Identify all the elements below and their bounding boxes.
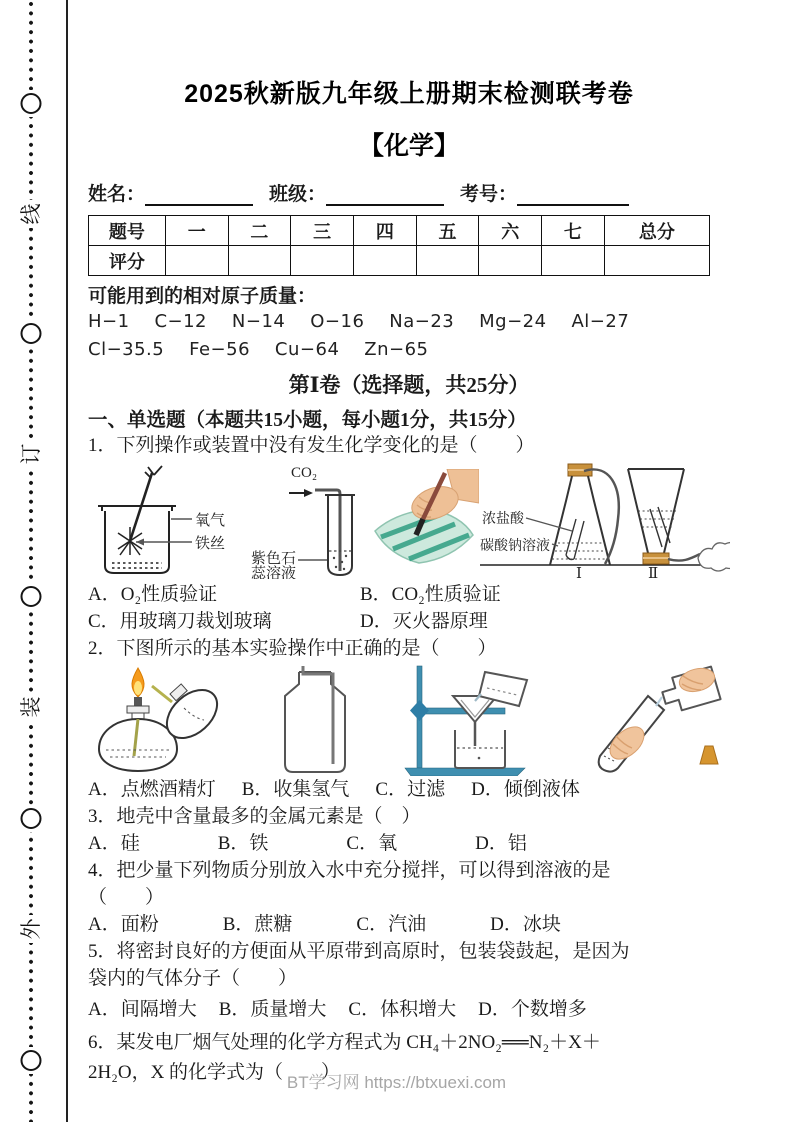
binding-char-label: 外: [19, 918, 43, 940]
score-table-header-row: [89, 216, 710, 246]
page-title: 2025秋新版九年级上册期末检测联考卷: [184, 80, 634, 108]
footer-site-link[interactable]: BT学习网 https://btxuexi.com: [286, 1073, 507, 1092]
q5-option-b: B．质量增大: [218, 999, 327, 1020]
q3-option-c: C．氧: [346, 833, 398, 854]
label-hcl: 浓盐酸: [481, 512, 524, 527]
q5-option-a: A．间隔增大: [88, 999, 197, 1020]
name-label: 姓名：: [88, 184, 146, 205]
q1-figure-extinguisher: [480, 461, 730, 579]
q2-figure-pouring: [580, 664, 730, 776]
q4-stem-line1: 4．把少量下列物质分别放入水中充分搅拌，可以得到溶液的是: [88, 860, 611, 881]
q2-figure-filtration: [403, 664, 533, 776]
score-header-cell: 六: [479, 216, 542, 246]
q4-options: [88, 911, 730, 938]
exam-no-blank-field: [517, 186, 629, 206]
q1-option-c: C．用玻璃刀裁划玻璃: [88, 611, 272, 632]
q2-figure-alcohol-lamp: [88, 664, 228, 776]
score-header-cell: 总分: [604, 216, 709, 246]
q3-option-b: B．铁: [217, 833, 269, 854]
q5-options: [88, 996, 730, 1023]
q1-figure-o2-test: [88, 463, 248, 579]
exam-no-label: 考号：: [460, 184, 518, 205]
q5-stem-line2: 袋内的气体分子（ ）: [88, 968, 298, 989]
q2-option-b: B．收集氢气: [241, 779, 350, 800]
score-empty-cell: [291, 246, 354, 276]
label-roman-2: Ⅱ: [647, 566, 659, 579]
page-border-line: [66, 0, 68, 1122]
q4-stem-line2: （ ）: [88, 887, 165, 908]
label-co2: CO₂: [290, 465, 317, 481]
score-header-cell: 一: [165, 216, 228, 246]
q1-option-b: B．CO₂性质验证: [360, 584, 501, 605]
score-header-cell: 四: [353, 216, 416, 246]
binding-dotted-line: [19, 0, 43, 1122]
name-blank-field: [145, 186, 253, 206]
q3-option-d: D．铝: [475, 833, 527, 854]
q1-options-row2: [88, 608, 730, 635]
atomic-masses-heading: 可能用到的相对原子质量：: [88, 286, 317, 307]
score-empty-cell: [479, 246, 542, 276]
q6-stem-line1: 6．某发电厂烟气处理的化学方程式为 CH₄＋2NO₂══N₂＋X＋: [88, 1032, 601, 1053]
q2-option-c: C．过滤: [375, 779, 446, 800]
label-litmus-line1: 紫色石: [250, 551, 296, 567]
q4-option-d: D．冰块: [490, 914, 561, 935]
q6-stem-line2: 2H₂O，X 的化学式为（ ）: [88, 1062, 341, 1083]
q4-option-b: B．蔗糖: [222, 914, 293, 935]
q1-option-a: A．O₂性质验证: [88, 584, 218, 605]
score-empty-cell: [228, 246, 291, 276]
score-empty-cell: [604, 246, 709, 276]
score-header-cell: 五: [416, 216, 479, 246]
student-info-row: [88, 179, 730, 206]
q2-option-d: D．倾倒液体: [471, 779, 580, 800]
q2-figures: [88, 664, 730, 776]
volume-title: 第Ⅰ卷（选择题，共25分）: [288, 373, 530, 397]
binding-char-ding: [21, 440, 42, 468]
binding-char-zhuang: [21, 693, 42, 721]
score-empty-cell: [165, 246, 228, 276]
score-row-label: 评分: [89, 246, 166, 276]
atomic-masses-line1: H−1 C−12 N−14 O−16 Na−23 Mg−24 Al−27: [88, 311, 630, 332]
q2-figure-gas-bottle: [275, 664, 355, 776]
binding-circle: [21, 320, 42, 347]
score-empty-cell: [542, 246, 605, 276]
q1-figure-co2-test: [249, 463, 367, 579]
binding-circle: [21, 90, 42, 117]
q2-option-a: A．点燃酒精灯: [88, 779, 216, 800]
q1-stem: 1．下列操作或装置中没有发生化学变化的是（ ）: [88, 435, 535, 456]
atomic-masses-line2: Cl−35.5 Fe−56 Cu−64 Zn−65: [88, 339, 429, 360]
binding-char-wai: [21, 915, 42, 943]
label-iron-wire: 铁丝: [195, 536, 226, 552]
q5-stem-line1: 5．将密封良好的方便面从平原带到高原时，包装袋鼓起，是因为: [88, 941, 630, 962]
binding-circle: [21, 583, 42, 610]
q1-option-d: D．灭火器原理: [360, 611, 488, 632]
score-table: [88, 215, 710, 276]
score-header-cell: 题号: [89, 216, 166, 246]
class-label: 班级：: [269, 184, 327, 205]
label-litmus-line2: 蕊溶液: [250, 566, 296, 579]
score-header-cell: 七: [542, 216, 605, 246]
class-blank-field: [326, 186, 444, 206]
binding-char-xian: [21, 200, 42, 228]
label-roman-1: Ⅰ: [575, 566, 582, 579]
q3-stem: 3．地壳中含量最多的金属元素是（ ）: [88, 806, 421, 827]
score-empty-cell: [353, 246, 416, 276]
subject-title: 【化学】: [358, 133, 459, 160]
q4-option-a: A．面粉: [88, 914, 159, 935]
q2-options: [88, 776, 730, 803]
score-header-cell: 二: [228, 216, 291, 246]
q3-options: [88, 830, 730, 857]
score-header-cell: 三: [291, 216, 354, 246]
q4-option-c: C．汽油: [356, 914, 427, 935]
q2-stem: 2．下图所示的基本实验操作中正确的是（ ）: [88, 638, 497, 659]
part-title: 一、单选题（本题共15小题，每小题1分，共15分）: [88, 410, 527, 431]
score-table-score-row: [89, 246, 710, 276]
q1-figure-glass-cutting: [367, 469, 479, 579]
score-empty-cell: [416, 246, 479, 276]
binding-circle: [21, 805, 42, 832]
exam-content: [88, 0, 730, 1086]
q5-option-c: C．体积增大: [348, 999, 457, 1020]
q1-options-row1: [88, 581, 730, 608]
binding-char-label: 装: [19, 696, 43, 718]
label-oxygen: 氧气: [195, 513, 226, 529]
q1-figures: [88, 461, 730, 579]
binding-char-label: 线: [19, 203, 43, 225]
q3-option-a: A．硅: [88, 833, 140, 854]
binding-char-label: 订: [19, 443, 43, 465]
q5-option-d: D．个数增多: [478, 999, 587, 1020]
label-na2co3: 碳酸钠溶液: [479, 539, 550, 554]
